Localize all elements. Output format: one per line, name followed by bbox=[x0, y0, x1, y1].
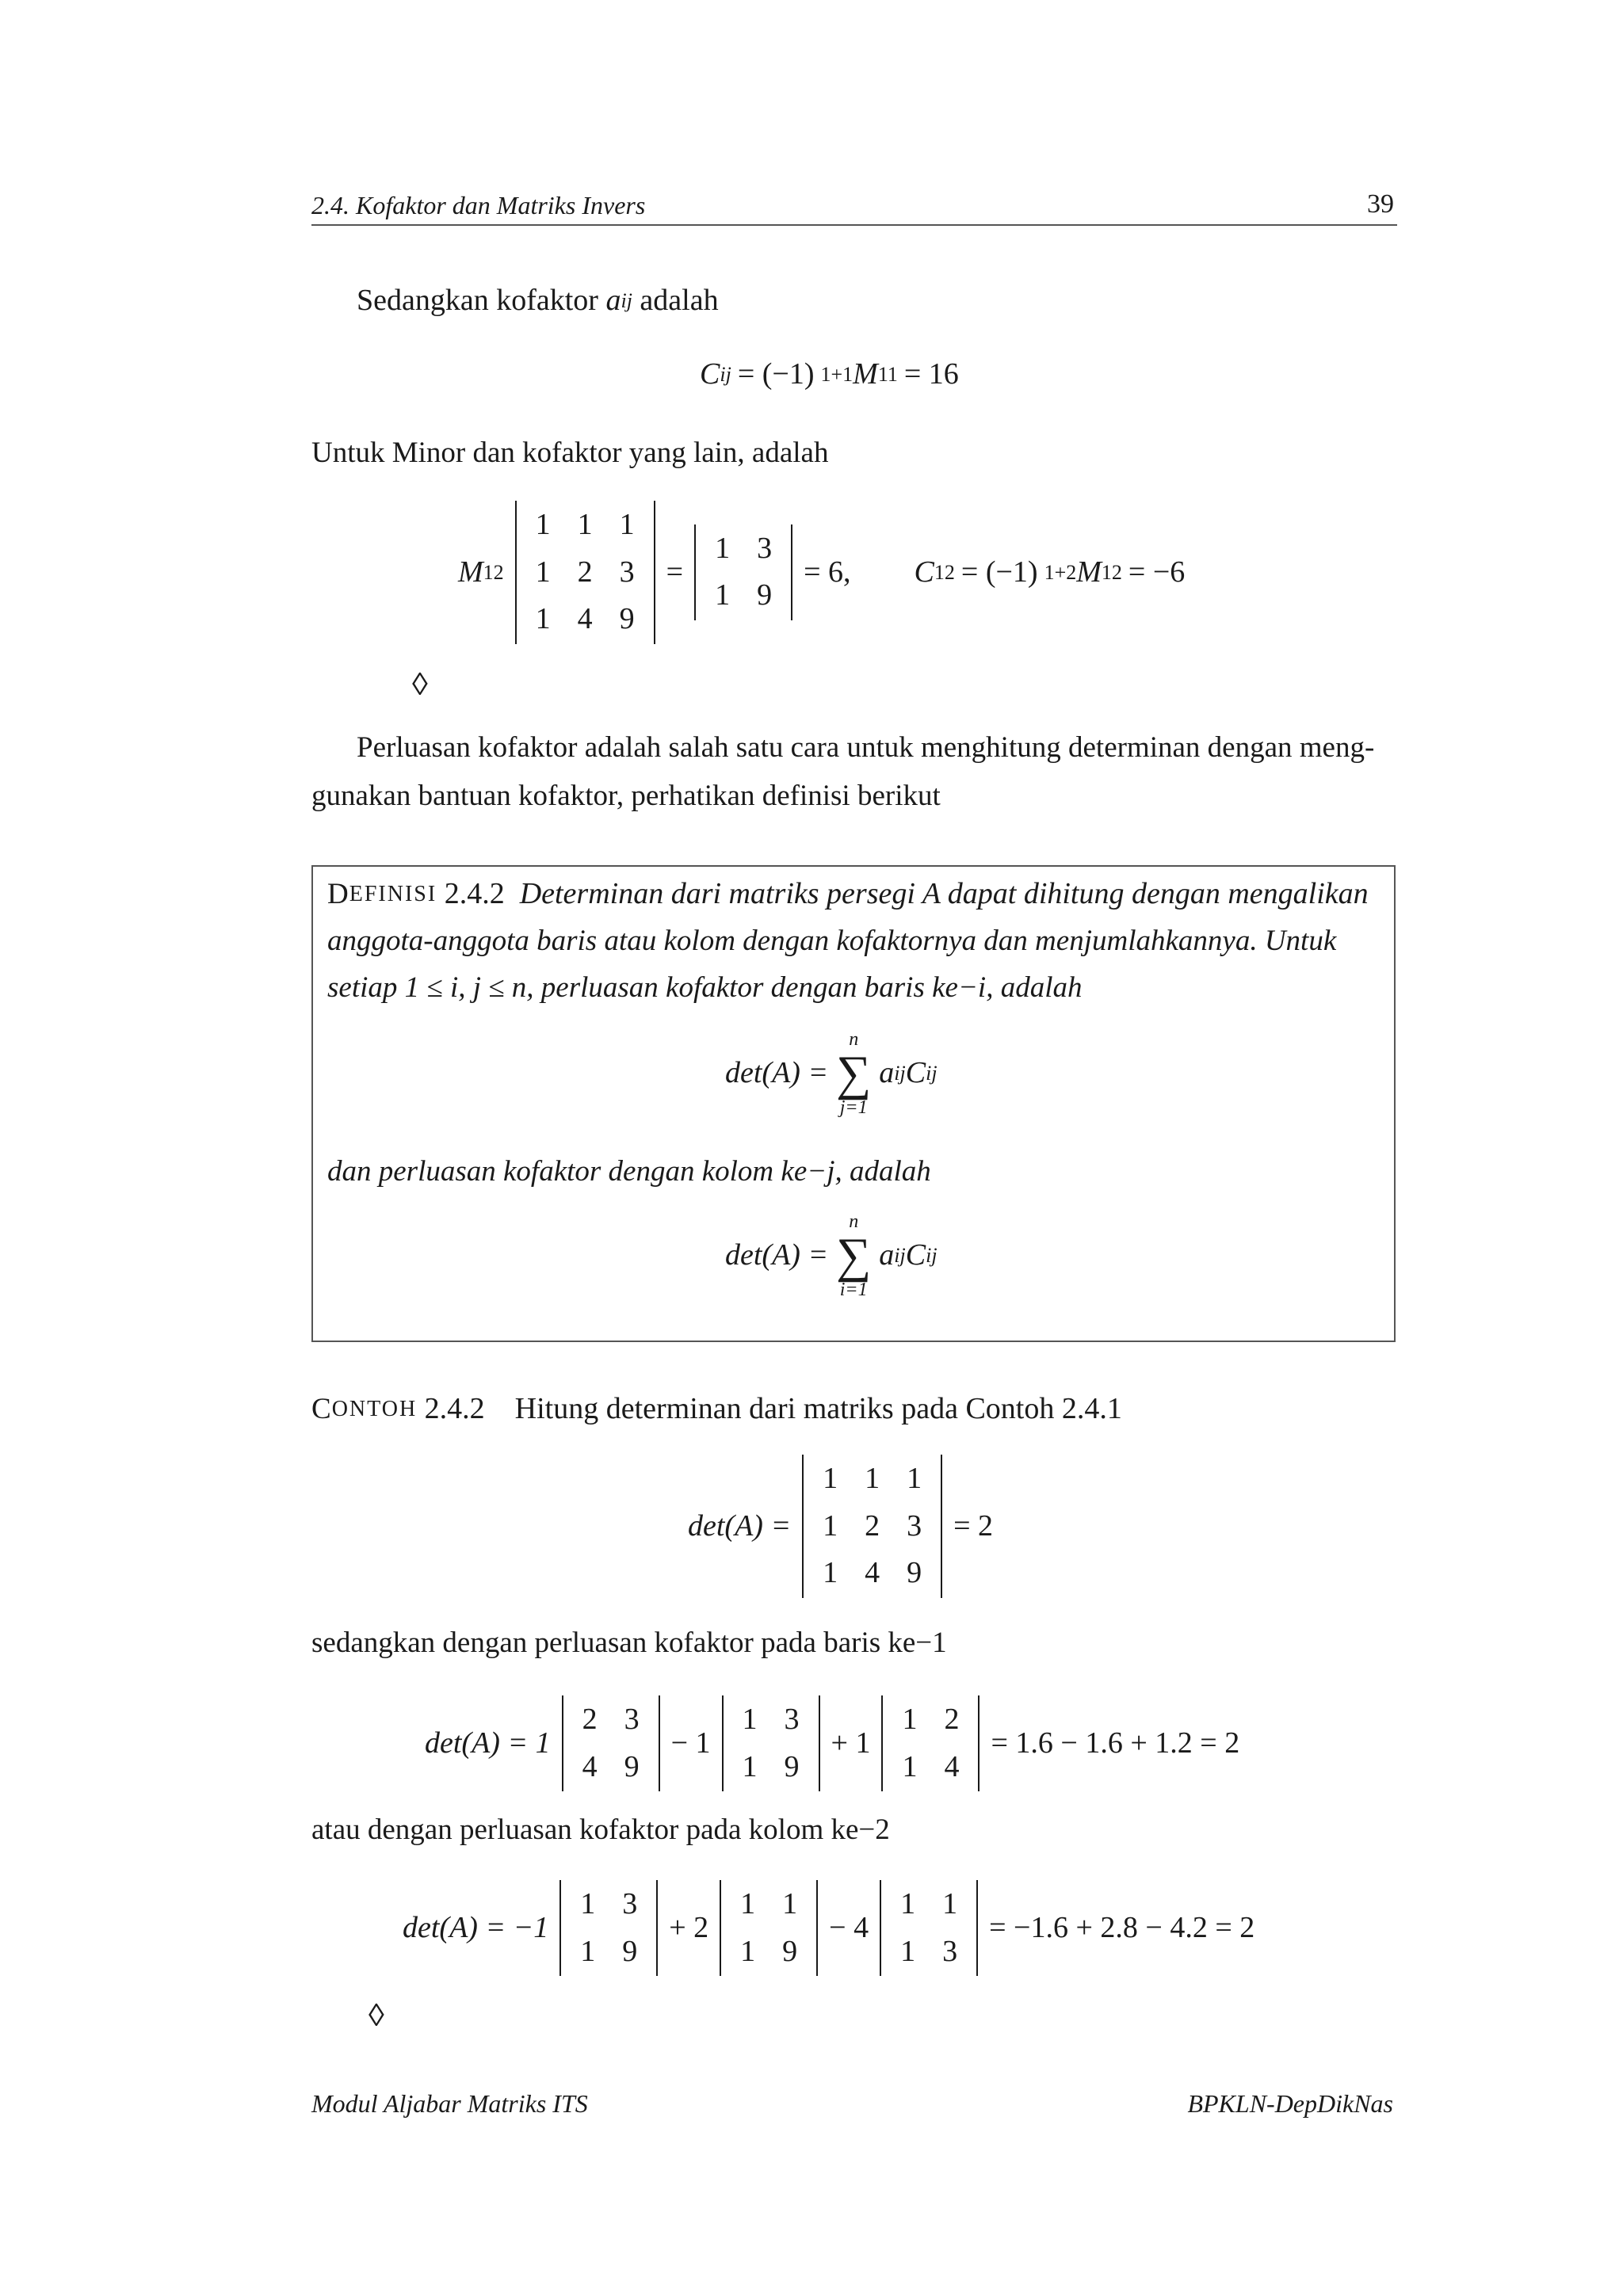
matrix-cell: 1 bbox=[535, 555, 551, 589]
matrix-cell: 1 bbox=[900, 1887, 916, 1920]
a-subscript: ij bbox=[894, 1244, 906, 1268]
matrix-cell: 3 bbox=[619, 555, 635, 589]
matrix-cell: 2 bbox=[865, 1508, 880, 1543]
footer-left: Modul Aljabar Matriks ITS bbox=[311, 2089, 588, 2118]
kofaktor-intro-suffix: adalah bbox=[640, 284, 719, 317]
matrix-cell: 9 bbox=[784, 1749, 800, 1783]
matrix-cell: 1 bbox=[619, 508, 635, 541]
c-subscript: ij bbox=[720, 363, 731, 387]
m-subscript: 11 bbox=[877, 363, 898, 387]
c-symbol: C bbox=[700, 357, 720, 391]
matrix-cell: 1 bbox=[823, 1462, 838, 1495]
matrix-cell: 1 bbox=[742, 1749, 758, 1783]
kofaktor-intro-text: Sedangkan kofaktor bbox=[357, 284, 598, 317]
matrix-cell: 3 bbox=[942, 1934, 958, 1968]
term-operator: − 4 bbox=[829, 1910, 869, 1944]
definition-line-3: setiap 1 ≤ i, j ≤ n, perluasan kofaktor dengan baris ke−i, adalah bbox=[327, 971, 1083, 1004]
cofactor-result: = 16 bbox=[903, 357, 959, 391]
column-expansion-formula bbox=[725, 1212, 938, 1299]
equals-sign: = bbox=[666, 555, 684, 589]
minor-matrix-3 bbox=[881, 1695, 980, 1791]
matrix-cell: 4 bbox=[582, 1749, 598, 1783]
sigma-symbol: ∑ bbox=[836, 1229, 872, 1283]
matrix-cell: 9 bbox=[622, 1934, 638, 1968]
matrix-cell: 1 bbox=[740, 1887, 756, 1920]
matrix-cell: 1 bbox=[823, 1508, 838, 1543]
term-operator: + 2 bbox=[669, 1910, 709, 1944]
sum-lower-limit: j=1 bbox=[839, 1097, 868, 1118]
c-subscript: ij bbox=[926, 1062, 938, 1085]
column-expansion-intro: atau dengan perluasan kofaktor pada kolom ke−2 bbox=[311, 1814, 890, 1846]
c12-sign: = (−1) bbox=[960, 555, 1038, 589]
row-expansion-equation bbox=[425, 1695, 1239, 1791]
c-subscript: ij bbox=[926, 1244, 938, 1268]
footer-right: BPKLN-DepDikNas bbox=[1187, 2089, 1393, 2118]
matrix-cell: 9 bbox=[757, 578, 773, 612]
matrix-cell: 1 bbox=[902, 1749, 918, 1783]
m-symbol: M bbox=[853, 357, 878, 391]
definition-line-2: anggota-anggota baris atau kolom dengan kofaktornya dan menjumlahkannya. Untuk bbox=[327, 925, 1337, 957]
matrix-cell: 1 bbox=[535, 602, 551, 636]
minor-matrix-1 bbox=[562, 1695, 660, 1791]
minor-intro: Untuk Minor dan kofaktor yang lain, adalah bbox=[311, 437, 829, 469]
matrix-cell: 2 bbox=[582, 1703, 598, 1736]
cofactor-equation bbox=[700, 357, 965, 393]
c12-subscript: 12 bbox=[934, 560, 955, 584]
matrix-cell: 9 bbox=[907, 1556, 922, 1590]
matrix-cell: 4 bbox=[944, 1749, 960, 1783]
det-lhs: det(A) = −1 bbox=[403, 1910, 549, 1944]
c12-symbol: C bbox=[914, 555, 934, 589]
sigma-symbol: ∑ bbox=[836, 1047, 872, 1100]
a-subscript: ij bbox=[894, 1062, 906, 1085]
det-lhs: det(A) = bbox=[688, 1508, 792, 1543]
term-operator: + 1 bbox=[831, 1726, 871, 1760]
matrix-3x3 bbox=[802, 1455, 942, 1598]
matrix-cell: 1 bbox=[865, 1462, 880, 1495]
definition-line-1: Determinan dari matriks persegi A dapat dihitung dengan mengalikan bbox=[519, 877, 1369, 910]
c-symbol: C bbox=[905, 1238, 926, 1272]
matrix-cell: 1 bbox=[577, 508, 593, 541]
matrix-cell: 3 bbox=[624, 1703, 640, 1736]
matrix-cell: 1 bbox=[580, 1934, 596, 1968]
m12-symbol: M bbox=[458, 555, 483, 589]
matrix-cell: 1 bbox=[580, 1887, 596, 1920]
matrix-cell: 3 bbox=[757, 531, 773, 565]
column-expansion-equation bbox=[403, 1880, 1254, 1976]
minor-result: = 6, bbox=[804, 555, 851, 589]
matrix-cell: 1 bbox=[782, 1887, 798, 1920]
minor-matrix-1 bbox=[559, 1880, 658, 1976]
example-label-rest: ONTOH bbox=[331, 1397, 418, 1421]
m12-subscript-2: 12 bbox=[1101, 560, 1122, 584]
page-number: 39 bbox=[1367, 189, 1394, 219]
c-symbol: C bbox=[905, 1056, 926, 1090]
definition-heading bbox=[327, 876, 1369, 913]
matrix-cell: 1 bbox=[715, 531, 731, 565]
row-expansion-formula bbox=[725, 1030, 938, 1117]
det-result: = 2 bbox=[953, 1508, 994, 1543]
a-subscript: ij bbox=[621, 289, 632, 313]
matrix-cell: 1 bbox=[535, 508, 551, 541]
sum-upper-limit: n bbox=[849, 1029, 859, 1050]
summation-operator bbox=[836, 1212, 871, 1299]
matrix-cell: 4 bbox=[577, 602, 593, 636]
matrix-cell: 1 bbox=[715, 578, 731, 612]
matrix-3x3 bbox=[515, 501, 655, 644]
example-number: 2.4.2 bbox=[424, 1392, 485, 1425]
matrix-cell: 2 bbox=[944, 1703, 960, 1736]
example-label-initial: C bbox=[311, 1392, 332, 1425]
minor-matrix-2 bbox=[720, 1880, 818, 1976]
definition-label-rest: EFINISI bbox=[349, 882, 437, 906]
definition-number: 2.4.2 bbox=[444, 877, 505, 910]
matrix-cell: 3 bbox=[784, 1703, 800, 1736]
m12-symbol-2: M bbox=[1076, 555, 1102, 589]
definition-label-initial: D bbox=[327, 877, 349, 910]
matrix-cell: 1 bbox=[740, 1934, 756, 1968]
sum-upper-limit: n bbox=[849, 1211, 859, 1232]
example-determinant bbox=[688, 1455, 993, 1598]
running-header-section: 2.4. Kofaktor dan Matriks Invers bbox=[311, 191, 646, 219]
end-of-example-diamond-2: ◊ bbox=[369, 1997, 384, 2033]
sum-lower-limit: i=1 bbox=[839, 1280, 868, 1300]
row-expansion-result: = 1.6 − 1.6 + 1.2 = 2 bbox=[991, 1726, 1240, 1760]
column-expansion-result: = −1.6 + 2.8 − 4.2 = 2 bbox=[989, 1910, 1255, 1944]
matrix-cell: 3 bbox=[622, 1887, 638, 1920]
matrix-cell: 9 bbox=[624, 1749, 640, 1783]
c12-result: = −6 bbox=[1128, 555, 1186, 589]
example-text: Hitung determinan dari matriks pada Contoh 2.4.1 bbox=[514, 1392, 1122, 1425]
paragraph-line-1: Perluasan kofaktor adalah salah satu cara untuk menghitung determinan dengan meng- bbox=[357, 731, 1375, 764]
matrix-cell: 4 bbox=[865, 1556, 880, 1590]
matrix-cell: 2 bbox=[577, 555, 593, 589]
matrix-2x2 bbox=[694, 524, 792, 620]
cofactor-sign: = (−1) bbox=[737, 357, 815, 391]
matrix-cell: 1 bbox=[942, 1887, 958, 1920]
minor-matrix-3 bbox=[880, 1880, 978, 1976]
det-lhs: det(A) = bbox=[725, 1238, 829, 1272]
matrix-cell: 1 bbox=[742, 1703, 758, 1736]
matrix-cell: 9 bbox=[782, 1934, 798, 1968]
matrix-cell: 1 bbox=[823, 1556, 838, 1590]
paragraph-line-2: gunakan bantuan kofaktor, perhatikan definisi berikut bbox=[311, 780, 941, 812]
minor-equation bbox=[458, 501, 1191, 644]
cofactor-exponent: 1+1 bbox=[820, 363, 854, 387]
matrix-cell: 1 bbox=[902, 1703, 918, 1736]
m12-subscript: 12 bbox=[483, 560, 504, 584]
example-heading bbox=[311, 1391, 1122, 1428]
c12-exponent: 1+2 bbox=[1044, 560, 1077, 584]
matrix-cell: 1 bbox=[907, 1462, 922, 1495]
summation-operator bbox=[836, 1030, 871, 1117]
row-expansion-intro: sedangkan dengan perluasan kofaktor pada baris ke−1 bbox=[311, 1627, 947, 1659]
matrix-cell: 3 bbox=[907, 1508, 922, 1543]
kofaktor-intro bbox=[357, 283, 719, 319]
a-symbol: a bbox=[879, 1056, 895, 1090]
matrix-cell: 1 bbox=[900, 1934, 916, 1968]
det-lhs: det(A) = 1 bbox=[425, 1726, 551, 1760]
matrix-cell: 9 bbox=[619, 602, 635, 636]
det-lhs: det(A) = bbox=[725, 1056, 829, 1090]
term-operator: − 1 bbox=[670, 1726, 711, 1760]
a-symbol: a bbox=[605, 284, 621, 317]
minor-matrix-2 bbox=[722, 1695, 820, 1791]
header-rule bbox=[311, 224, 1397, 226]
definition-line-4: dan perluasan kofaktor dengan kolom ke−j, adalah bbox=[327, 1155, 931, 1188]
a-symbol: a bbox=[879, 1238, 895, 1272]
end-of-example-diamond: ◊ bbox=[412, 666, 428, 702]
